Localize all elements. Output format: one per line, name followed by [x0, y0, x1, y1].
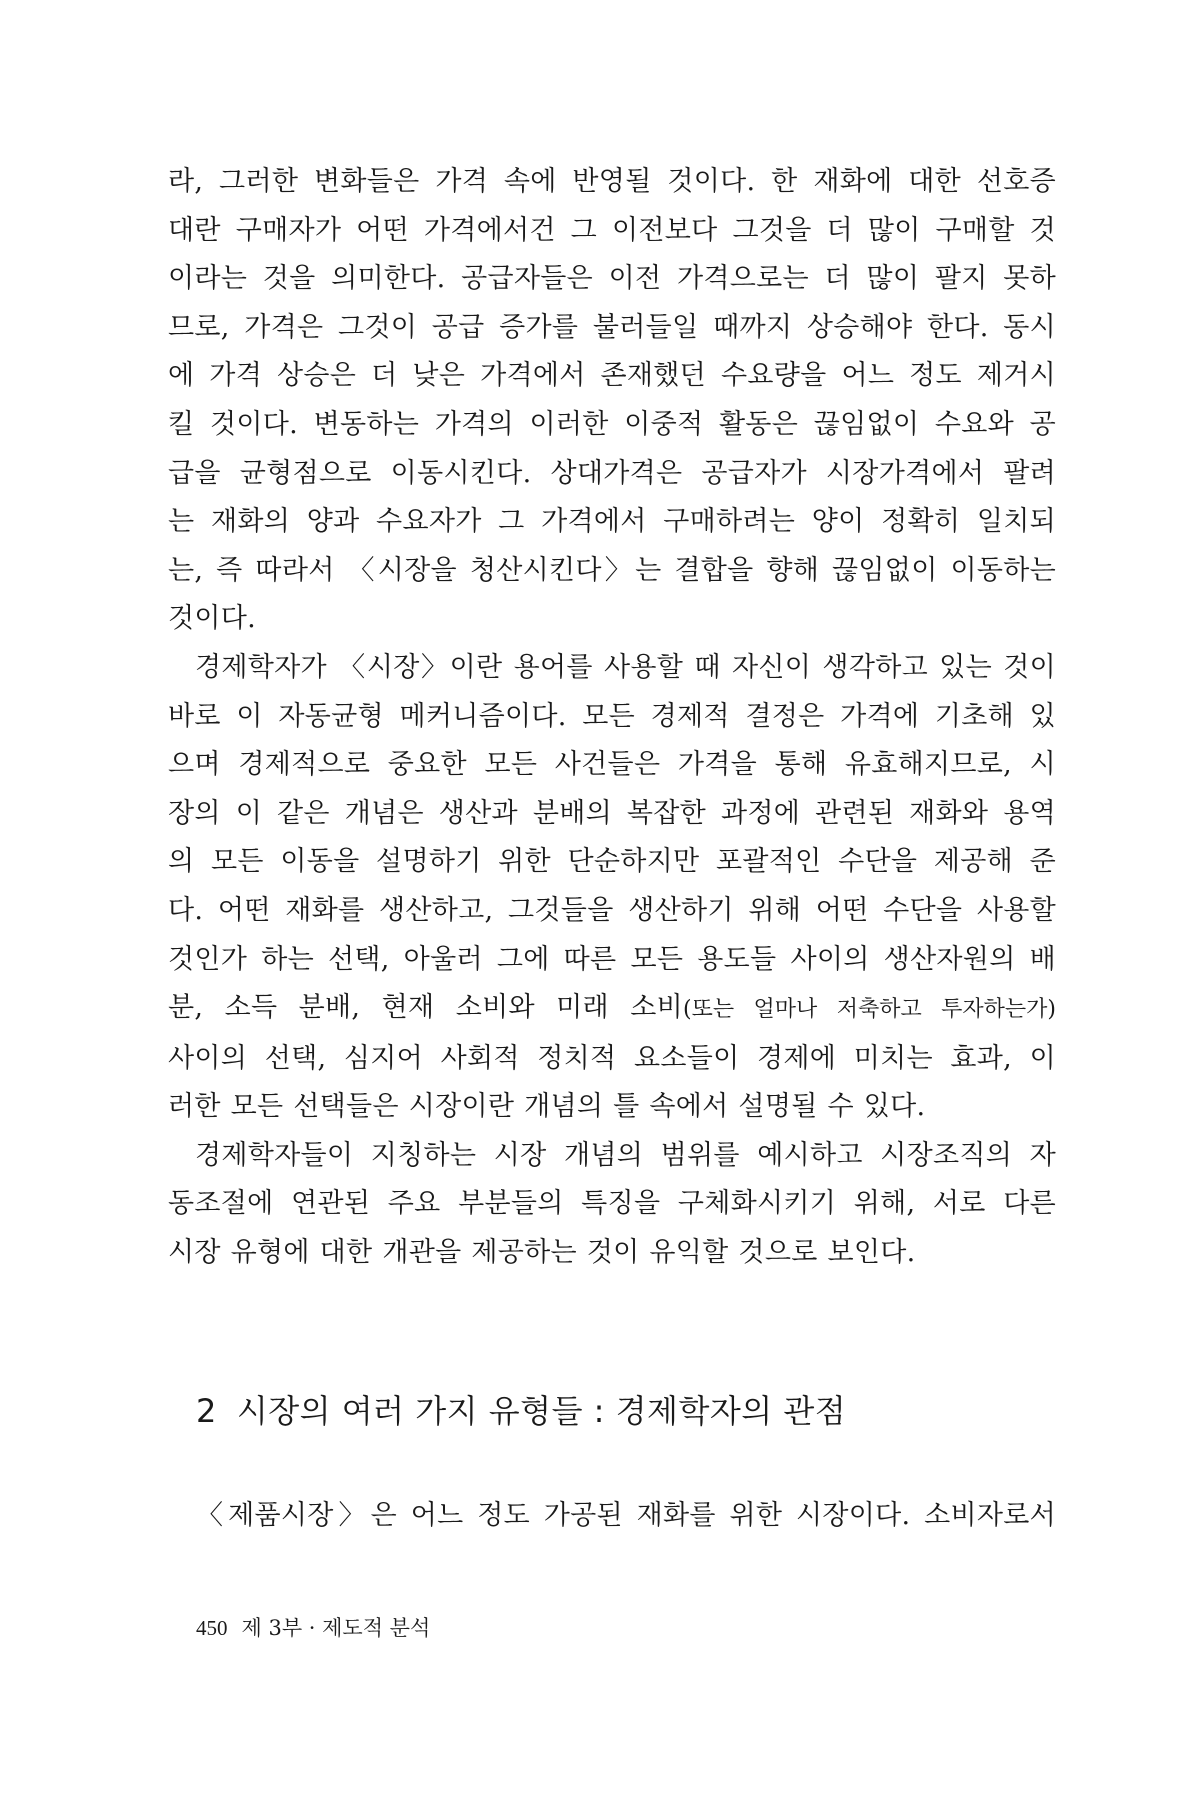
- text-line: 것이다.: [168, 603, 257, 635]
- text-line: 다. 어떤 재화를 생산하고, 그것들을 생산하기 위해 어떤 수단을 사용할: [168, 894, 1056, 926]
- text-line: [168, 984, 1056, 1035]
- text-line: 는 재화의 양과 수요자가 그 가격에서 구매하려는 양이 정확히 일치되: [168, 506, 1056, 538]
- text-line: 으며 경제적으로 중요한 모든 사건들은 가격을 통해 유효해지므로, 시: [168, 749, 1056, 781]
- text-line: 시장 유형에 대한 개관을 제공하는 것이 유익할 것으로 보인다.: [168, 1237, 916, 1269]
- page-number: 450: [196, 1616, 228, 1640]
- text-line: 이라는 것을 의미한다. 공급자들은 이전 가격으로는 더 많이 팔지 못하: [168, 263, 1056, 295]
- page-body: [168, 158, 1056, 1278]
- text-line: 바로 이 자동균형 메커니즘이다. 모든 경제적 결정은 가격에 기초해 있: [168, 700, 1056, 732]
- text-line: 킬 것이다. 변동하는 가격의 이러한 이중적 활동은 끊임없이 수요와 공: [168, 408, 1056, 440]
- text-line-parenthetical: (또는 얼마나 저축하고 투자하는가): [683, 997, 1056, 1023]
- text-line: 는, 즉 따라서 〈시장을 청산시킨다〉는 결합을 향해 끊임없이 이동하는: [168, 554, 1056, 586]
- paragraph-4: 〈제품시장〉은 어느 정도 가공된 재화를 위한 시장이다. 소비자로서: [196, 1500, 1056, 1531]
- text-line: 장의 이 같은 개념은 생산과 분배의 복잡한 과정에 관련된 재화와 용역: [168, 797, 1056, 829]
- running-footer: 제 3부 · 제도적 분석: [241, 1616, 431, 1640]
- paragraph-1: [168, 158, 1056, 644]
- section-title: 시장의 여러 가지 유형들 : 경제학자의 관점: [236, 1392, 847, 1430]
- text-line-main: 분, 소득 분배, 현재 소비와 미래 소비: [168, 992, 684, 1024]
- text-line: 의 모든 이동을 설명하기 위한 단순하지만 포괄적인 수단을 제공해 준: [168, 846, 1056, 878]
- page-footer: [196, 1612, 430, 1642]
- text-line: 사이의 선택, 심지어 사회적 정치적 요소들이 경제에 미치는 효과, 이: [168, 1042, 1056, 1074]
- section-heading: [196, 1386, 846, 1432]
- paragraph-3: [168, 1132, 1056, 1278]
- text-line: 므로, 가격은 그것이 공급 증가를 불러들일 때까지 상승해야 한다. 동시: [168, 311, 1056, 343]
- text-line: 에 가격 상승은 더 낮은 가격에서 존재했던 수요량을 어느 정도 제거시: [168, 360, 1056, 392]
- text-line: 라, 그러한 변화들은 가격 속에 반영될 것이다. 한 재화에 대한 선호증: [168, 166, 1056, 197]
- text-line: 대란 구매자가 어떤 가격에서건 그 이전보다 그것을 더 많이 구매할 것: [168, 214, 1056, 246]
- text-line: 동조절에 연관된 주요 부분들의 특징을 구체화시키기 위해, 서로 다른: [168, 1188, 1056, 1220]
- section-number: 2: [196, 1392, 217, 1430]
- text-line: 러한 모든 선택들은 시장이란 개념의 틀 속에서 설명될 수 있다.: [168, 1091, 926, 1123]
- text-line: 경제학자가 〈시장〉이란 용어를 사용할 때 자신이 생각하고 있는 것이: [195, 651, 1056, 683]
- text-line: 것인가 하는 선택, 아울러 그에 따른 모든 용도들 사이의 생산자원의 배: [168, 943, 1056, 975]
- text-line: 급을 균형점으로 이동시킨다. 상대가격은 공급자가 시장가격에서 팔려: [168, 457, 1056, 489]
- paragraph-2: [168, 644, 1056, 1132]
- text-line: 경제학자들이 지칭하는 시장 개념의 범위를 예시하고 시장조직의 자: [195, 1139, 1056, 1171]
